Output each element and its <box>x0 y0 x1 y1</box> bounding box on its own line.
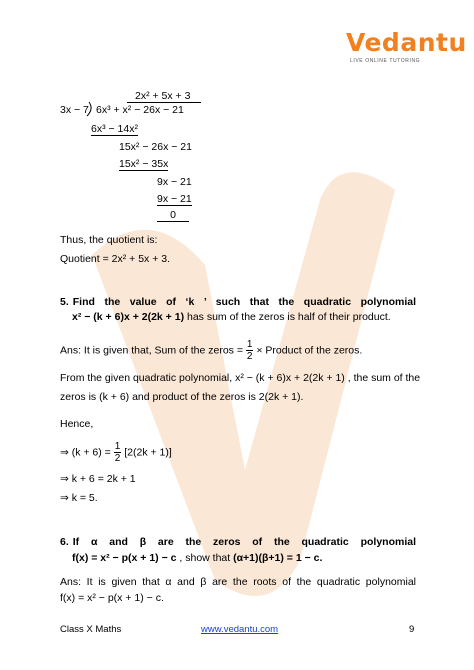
division-bracket <box>86 101 96 117</box>
q5-zeros-prod: 2(2k + 1) <box>258 391 301 403</box>
q5-zeros-end: . <box>300 391 304 403</box>
q5-step-3: ⇒ k = 5. <box>60 492 98 504</box>
q6-answer <box>60 576 416 588</box>
q5-zeros-line <box>60 391 303 403</box>
q5-zeros-a: zeros is <box>60 391 97 403</box>
q5-from-suffix: , the sum of the <box>347 372 421 384</box>
division-step-4: 9x − 21 <box>157 176 192 188</box>
q5-from-line <box>60 372 420 384</box>
q5-frac-num: 1 <box>246 339 253 350</box>
q5-half-fraction <box>246 339 254 362</box>
q5-from-poly: x² − (k + 6)x + 2(2k + 1) <box>235 372 345 384</box>
q6-expr: f(x) = x² − p(x + 1) − c <box>72 552 177 564</box>
footer-class: Class X Maths <box>60 624 122 635</box>
vedantu-logo <box>330 28 467 68</box>
footer-website-link[interactable]: www.vedantu.com <box>201 624 279 635</box>
q6-show-expr: (α+1)(β+1) = 1 − c. <box>233 552 323 564</box>
division-step-5: 9x − 21 <box>157 193 192 205</box>
division-step-1: 6x³ − 14x² <box>91 123 138 135</box>
logo-tagline: LIVE ONLINE TUTORING <box>350 58 421 64</box>
division-quotient: 2x² + 5x + 3 <box>127 90 201 103</box>
q5-number: 5. <box>60 296 69 308</box>
q6-show-text: , show that <box>179 552 231 564</box>
quotient-intro: Thus, the quotient is: <box>60 234 158 246</box>
q6-ans-line: Ans: It is given that α and β are the roots of the quadratic polynomial <box>60 576 416 588</box>
q5-step1-left: ⇒ (k + 6) = <box>60 446 111 459</box>
footer-page-number: 9 <box>409 624 415 635</box>
q5-step1-den: 2 <box>114 453 121 464</box>
q5-step1-fraction <box>114 441 122 464</box>
q5-step1-num: 1 <box>114 441 121 452</box>
division-step-3: 15x² − 35x <box>119 158 169 170</box>
q5-polynomial: x² − (k + 6)x + 2(2k + 1) <box>72 311 185 323</box>
q5-heading <box>60 296 416 308</box>
q5-from-prefix: From the given quadratic polynomial, <box>60 372 233 384</box>
q5-ans-prefix: Ans: It is given that, Sum of the zeros = <box>60 344 243 357</box>
q5-zeros-sum: (k + 6) <box>99 391 130 403</box>
q5-step-1 <box>60 441 172 464</box>
q6-number: 6. <box>60 536 69 548</box>
q5-ans-suffix: × Product of the zeros. <box>256 344 363 357</box>
q5-frac-den: 2 <box>246 351 253 362</box>
division-step-2: 15x² − 26x − 21 <box>119 141 192 153</box>
q5-answer-line <box>60 339 362 362</box>
q5-step-2: ⇒ k + 6 = 2k + 1 <box>60 473 136 485</box>
quotient-result: Quotient = 2x² + 5x + 3. <box>60 253 171 265</box>
q5-zeros-b: and product of the zeros is <box>132 391 256 403</box>
q5-hence: Hence, <box>60 418 94 430</box>
q5-line-2-rest: has sum of the zeros is half of their product. <box>187 311 391 323</box>
logo-wordmark: Vedantu <box>346 28 467 57</box>
division-dividend: 6x³ + x² − 26x − 21 <box>96 104 184 116</box>
q6-line-2 <box>72 552 322 564</box>
q5-line-2 <box>72 311 391 323</box>
division-divisor: 3x − 7 <box>60 104 89 116</box>
q6-ans-expr: f(x) = x² − p(x + 1) − c. <box>60 592 164 604</box>
q5-line-1: Find the value of ‘k ’ such that the quadratic polynomial <box>72 296 416 308</box>
q6-heading <box>60 536 416 548</box>
q6-line-1: If α and β are the zeros of the quadratic polynomial <box>72 536 416 548</box>
division-remainder: 0 <box>157 209 189 222</box>
q5-step1-right: [2(2k + 1)] <box>124 446 172 459</box>
